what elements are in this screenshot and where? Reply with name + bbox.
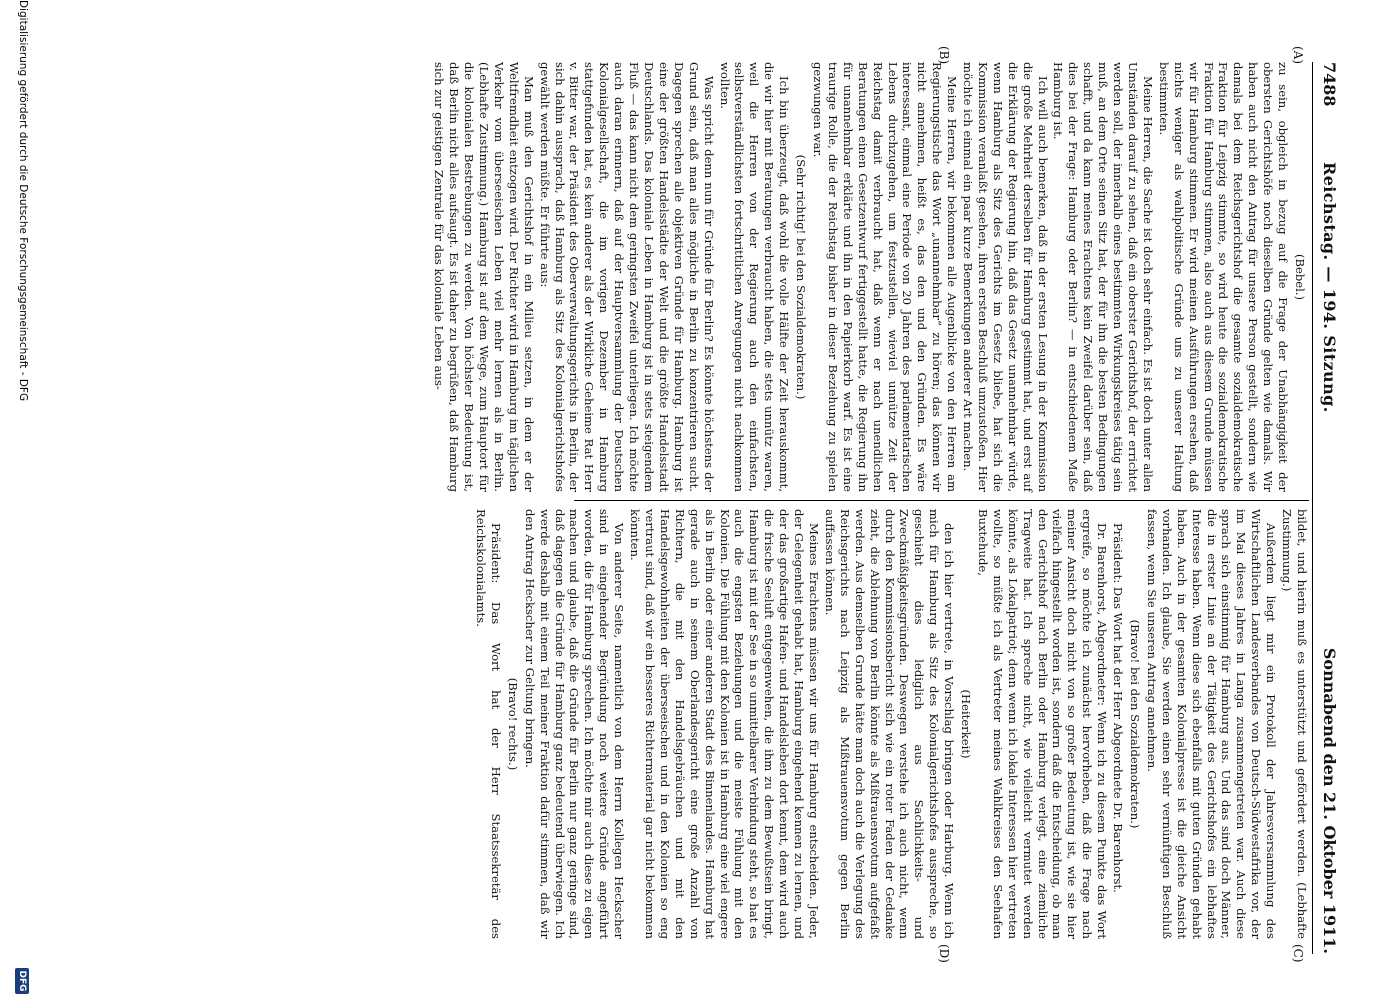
footer-credit: Digitalisierung gefördert durch die Deutsche Forschungsgemeinschaft - DFG <box>17 0 29 402</box>
paragraph: Man muß den Gerichtshof in ein Milieu setzen, in dem er der Weltfremdheit entzogen wird. Der Richter wird in Hamburg im täglichen Verkehr vom überseeischen Leben viel mehr lernen als in Berlin. (Lebhafte Zustimmung.) Hamburg ist auf dem Wege, zum Hauptort für die kolonialen Bestrebungen zu werden. Von höchster Bedeutung ist, daß Berlin nicht alles aufsaugt. Es ist daher zu begrüßen, daß Hamburg sich zur geistigen Zentrale für das koloniale Leben aus- <box>432 62 536 492</box>
right-column <box>474 509 1309 939</box>
paragraph: Meines Erachtens müssen wir uns für Hamburg entscheiden. Jeder, der Gelegenheit gehabt hat, Hamburg eingehend kennen zu lernen, und der das großartige Hafen- und Handelsleben dort kennt, dem wird auch die frische Seeluft entgegenwehen, die ihm zu dem Bewußtsein bringt, Hamburg ist mit der See in so unmittelbarer Verbindung steht, so hat es auch die engsten Beziehungen und die meiste Fühlung mit den Kolonien. Die Fühlung mit den Kolonien ist in Hamburg eine viel engere als in Berlin oder einer anderen Stadt des Binnenlandes. Hamburg hat gerade auch in seinem Oberlandesgericht eine große Anzahl von Richtern, die mit den Handelsgebräuchen und mit den Handelsgewohnheiten der überseeischen und in den Kolonien so eng vertraut sind, daß wir ein besseres Richtermaterial gar nicht bekommen könnten. <box>628 509 821 939</box>
paragraph: Meine Herren, wir bekommen alle Augenblicke von den Herren am Regierungstische das Wort „unannehmbar“ zu hören; das können wir nicht annehmen, heißt es, das den und den Gründen. Es wäre interessant, einmal eine Periode von 20 Jahren des parlamentarischen Lebens durchzugehen, um festzustellen, wieviel unnütze Zeit der Reichstag damit verbraucht hat, daß wenn er nach unendlichen Beratungen einen Gesetzentwurf fertiggestellt hatte, die Regierung ihn für unannehmbar erklärte und ihn in den Papierkorb warf. Es ist eine traurige Rolle, die der Reichstag bisher in dieser Beziehung zu spielen gezwungen war. <box>811 62 960 492</box>
paragraph: zu sein, obgleich in bezug auf die Frage der Unabhängigkeit der obersten Gerichtshöfe noch dieselben Gründe gelten wie damals. Wir haben auch nicht den Antrag für unsere Person gestellt, sondern wie damals bei dem Reichsgerichtshof die gesamte sozialdemokratische Fraktion für Leipzig stimmte, so wird heute die sozialdemokratische Fraktion für Hamburg stimmen, also auch aus diesem Grunde müssen wir für Hamburg stimmen. Er wird meinen Ausführungen ersehen, daß nichts weniger als wahlpolitische Gründe uns zu unserer Haltung bestimmten. <box>1156 62 1291 492</box>
margin-mark-d: (D) <box>937 944 951 963</box>
paragraph: den ich hier vertrete, in Vorschlag bringen oder Harburg. Wenn ich mich für Hamburg als Sitz des Kolonialgerichtshofes ausspreche, so geschieht dies lediglich aus Sachlichkeits- und Zweckmäßigkeitsgründen. Deswegen verstehe ich auch nicht, wenn durch den Kommissionsbericht sich wie ein roter Faden der Gedanke zieht, die Ablehnung von Berlin könnte als Mißtrauensvotum aufgefaßt werden. Aus demselben Grunde hätte man doch auch die Verlegung des Reichsgerichts nach Leipzig als Mißtrauensvotum gegen Berlin auffassen können. <box>822 509 957 939</box>
header-rule <box>1312 62 1313 954</box>
interjection: (Bravo! rechts.) <box>505 677 520 771</box>
paragraph: Ich will auch bemerken, daß in der ersten Lesung in der Kommission die große Mehrheit derselben für Hamburg gestimmt hat, und erst auf die Erklärung der Regierung hin, daß das Gesetz unannehmbar würde, wenn Hamburg als Sitz des Gerichts im Gesetz bliebe, hat sich die Kommission veranlaßt gesehen, ihren ersten Beschluß umzustoßen. Hier möchte ich einmal ein paar kurze Bemerkungen anderer Art machen. <box>961 62 1050 493</box>
dfg-logo: DFG <box>15 968 29 994</box>
page-number: 7488 <box>1320 62 1339 107</box>
interjection: (Bravo! bei den Sozialdemokraten.) <box>1128 619 1143 829</box>
paragraph: Dr. Barenhorst, Abgeordneter: Wenn ich zu diesem Punkte das Wort ergreife, so möchte ich zunächst hervorheben, daß die Frage nach meiner Ansicht doch nicht von so großer Bedeutung ist, wie sie hier vielfach hingestellt worden ist, sondern daß die Entscheidung, ob man den Gerichtshof nach Berlin oder Hamburg verlegt, eine ziemliche Tragweite hat. Ich spreche nicht, wie vielleicht vermutet werden könnte, als Lokalpatriot; denn wenn ich lokale Interessen hier vertreten wollte, so müßte ich als Vertreter meines Wahlkreises den Seehafen Buxtehude, <box>975 509 1110 939</box>
page-title: Reichstag. — 194. Sitzung. <box>1320 162 1339 413</box>
paragraph: Präsident: Das Wort hat der Herr Staatssekretär des Reichskolonialamts. <box>474 509 503 939</box>
paragraph: Meine Herren, die Sache ist doch sehr einfach. Es ist doch unter allen Umständen darauf zu sehen, daß ein oberster Gerichtshof, der errichtet werden soll, der innerhalb eines bestimmten Wirkungskreises tätig sein muß, an dem Orte seinen Sitz hat, der für ihn die besten Bedingungen schafft, und da kann meines Erachtens kein Zweifel darüber sein, daß dies bei der Frage: Hamburg oder Berlin? — in entschiedenem Maße Hamburg ist. <box>1051 62 1155 492</box>
paragraph: Von anderer Seite, namentlich von dem Herrn Kollegen Heckscher sind in eingehender Begründung noch weitere Gründe angeführt worden, die für Hamburg sprechen. Ich möchte mir auch diese zu eigen machen und glaube, daß die Gründe für Berlin nur ganz geringe sind, daß dagegen die Gründe für Hamburg ganz bedeutend überwiegen. Ich werde deshalb mit einem Teil meiner Fraktion dafür stimmen, daß wir den Antrag Heckscher zur Geltung bringen. <box>522 509 627 939</box>
session-date: Sonnabend den 21. Oktober 1911. <box>1320 647 1339 954</box>
margin-mark-c: (C) <box>1291 944 1305 963</box>
margin-mark-b: (B) <box>937 46 951 65</box>
paragraph: Was spricht denn nun für Gründe für Berlin? Es könnte höchstens der Grund sein, daß man alles mögliche in Berlin zu konzentrieren sucht. Dagegen sprechen alle objektiven Gründe für Hamburg. Hamburg ist eine der größten Handelsstädte der Welt und die größte Handelsstadt Deutschlands. Das koloniale Leben in Hamburg ist in stets steigendem Fluß — das kann nicht dem geringsten Zweifel unterliegen. Ich möchte auch daran erinnern, daß auf der Hauptversammlung der Deutschen Kolonialgesellschaft, die im vorigen Dezember in Hamburg stattgefunden hat, es kein anderer als der Wirkliche Geheime Rat Herr v. Bitter war, der Präsident des Oberverwaltungsgerichts in Berlin, der sich dahin aussprach, daß Hamburg als Sitz des Kolonialgerichtshofes gewählt werden müßte. Er führte aus: <box>537 62 716 492</box>
paragraph: Präsident: Das Wort hat der Herr Abgeordnete Dr. Barenhorst. <box>1111 523 1126 893</box>
page-header <box>1313 62 1339 954</box>
interjection: (Sehr richtig! bei den Sozialdemokraten.) <box>794 154 809 400</box>
column-divider <box>574 500 1309 501</box>
paragraph: Außerdem liegt mir ein Protokoll der Jahresversammlung des Wirtschaftlichen Landesverbandes von Deutsch-Südwestafrika vor, der im Mai dieses Jahres in Langa zusammengetreten war. Auch diese sprach sich einstimmig für Hamburg aus. Und das sind doch Männer, die in erster Linie an der Tätigkeit des Gerichtshofes ein lebhaftes Interesse haben. Wenn diese sich ebenfalls mit guten Gründen gehabt haben. Auch in der gesamten Kolonialpresse ist die gleiche Ansicht vorhanden. Ich glaube, Sie werden einen sehr vernünftigen Beschluß fassen, wenn Sie unseren Antrag annehmen. <box>1144 509 1279 939</box>
paragraph: Ich bin überzeugt, daß wohl die volle Hälfte der Zeit herauskommt, die wir hier mit Beratungen verbraucht haben, die stets unnütz waren, weil die Herren von der Regierung auch den einfachsten, selbstverständlichsten fortschrittlichen Anregungen nicht nachkommen wollten. <box>717 62 792 492</box>
left-column <box>432 62 1309 493</box>
paragraph: bildet, und hierin muß es unterstützt und gefördert werden. (Lebhafte Zustimmung.) <box>1280 509 1309 939</box>
interjection: (Heiterkeit) <box>959 689 974 759</box>
interjection: (Bebel.) <box>1293 253 1307 301</box>
margin-mark-a: (A) <box>1291 46 1305 65</box>
